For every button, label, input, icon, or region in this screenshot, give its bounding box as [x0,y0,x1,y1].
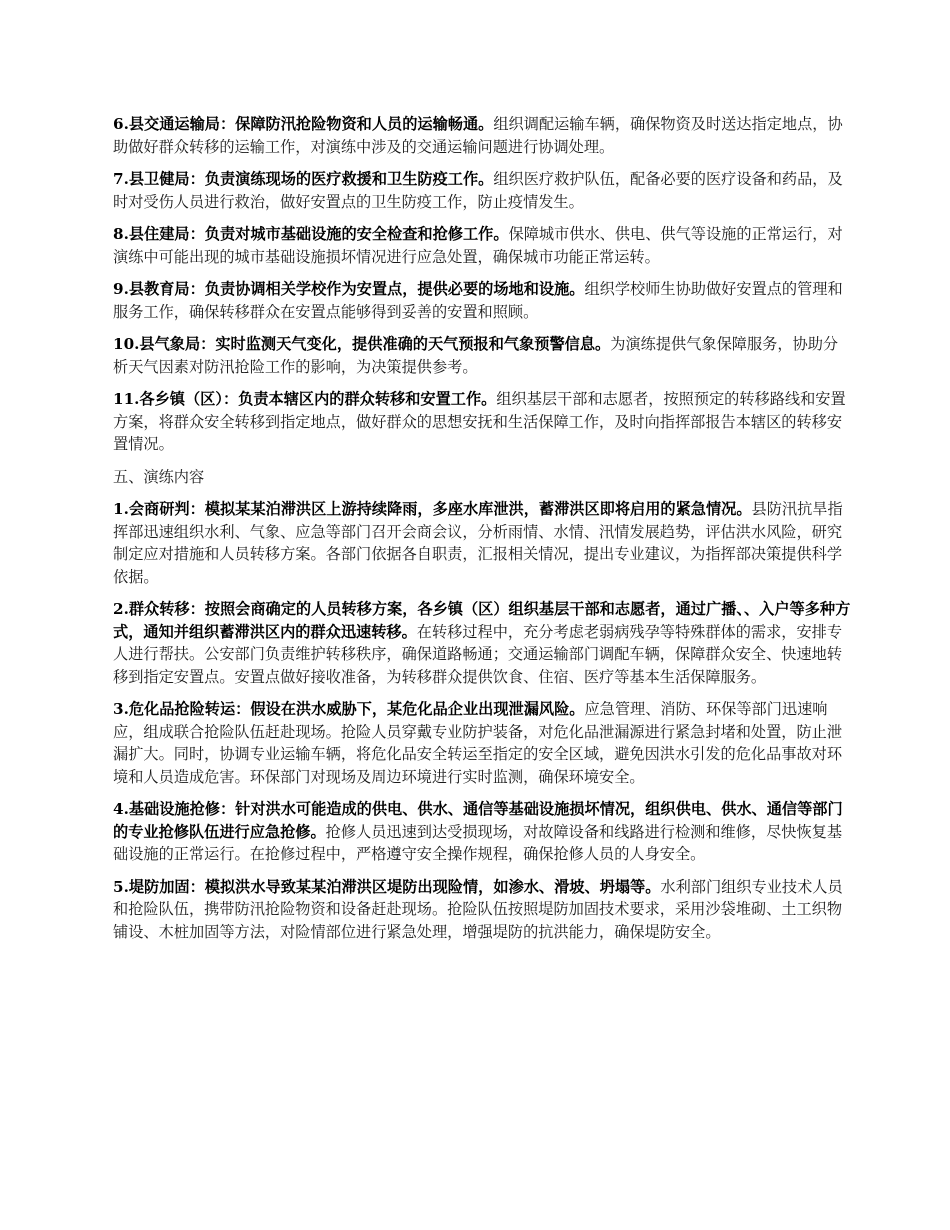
drill-item-lead: 2.群众转移：按照会商确定的人员转移方案，各乡镇（区）组织基层干部和志愿者，通过广播、、入户等多种方式，通知并组织蓄滞洪区内的群众迅速转移。 [113,600,851,641]
dept-item-body: 组织基层干部和志愿者，按照预定的转移路线和安置方案，将群众安全转移到指定地点，做好群众的思想安抚和生活保障工作，及时向指挥部报告本辖区的转移安置情况。 [113,390,846,453]
document-body [113,113,853,953]
drill-item-3 [113,698,853,788]
dept-item-lead: 9.县教育局：负责协调相关学校作为安置点，提供必要的场地和设施。 [113,280,585,298]
drill-item-body: 水利部门组织专业技术人员和抢险队伍，携带防汛抢险物资和设备赶赴现场。抢险队伍按照堤防加固技术要求，采用沙袋堆砌、土工织物铺设、木桩加固等方法，对险情部位进行紧急处理，增强堤防的抗洪能力，确保堤防安全。 [113,877,843,941]
dept-item-lead: 10.县气象局：实时监测天气变化，提供准确的天气预报和气象预警信息。 [113,335,611,353]
dept-item-body: 保障城市供水、供电、供气等设施的正常运行，对演练中可能出现的城市基础设施损坏情况进行应急处置，确保城市功能正常运转。 [113,225,843,266]
dept-item-body: 为演练提供气象保障服务，协助分析天气因素对防汛抢险工作的影响，为决策提供参考。 [113,335,839,376]
drill-item-body: 应急管理、消防、环保等部门迅速响应，组成联合抢险队伍赶赴现场。抢险人员穿戴专业防护装备，对危化品泄漏源进行紧急封堵和处置，防止泄漏扩大。同时，协调专业运输车辆，将危化品安全转运至指定的安全区域，避免因洪水引发的危化品事故对环境和人员造成危害。环保部门对现场及周边环境进行实时监测，确保环境安全。 [113,700,842,786]
dept-item-lead: 8.县住建局：负责对城市基础设施的安全检查和抢修工作。 [113,225,509,243]
drill-item-body: 县防汛抗旱指挥部迅速组织水利、气象、应急等部门召开会商会议，分析雨情、水情、汛情发展趋势，评估洪水风险，研究制定应对措施和人员转移方案。各部门依据各自职责，汇报相关情况，提出专业建议，为指挥部决策提供科学依据。 [113,500,843,586]
dept-item-10 [113,333,853,378]
drill-item-2 [113,598,853,688]
drill-item-body: 抢修人员迅速到达受损现场，对故障设备和线路进行检测和维修，尽快恢复基础设施的正常运行。在抢修过程中，严格遵守安全操作规程，确保抢修人员的人身安全。 [113,822,842,863]
dept-item-lead: 6.县交通运输局：保障防汛抢险物资和人员的运输畅通。 [113,115,494,133]
dept-item-lead: 11.各乡镇（区）：负责本辖区内的群众转移和安置工作。 [113,390,497,408]
dept-item-body: 组织医疗救护队伍，配备必要的医疗设备和药品，及时对受伤人员进行救治，做好安置点的卫生防疫工作，防止疫情发生。 [113,170,843,211]
dept-item-body: 组织调配运输车辆，确保物资及时送达指定地点，协助做好群众转移的运输工作，对演练中涉及的交通运输问题进行协调处理。 [113,115,843,156]
drill-item-5 [113,876,853,944]
dept-item-11 [113,388,853,456]
drill-item-lead: 5.堤防加固：模拟洪水导致某某泊滞洪区堤防出现险情，如渗水、滑坡、坍塌等。 [113,877,661,896]
section-heading: 五、演练内容 [113,467,205,486]
drill-item-4 [113,798,853,866]
drill-item-body: 在转移过程中，充分考虑老弱病残孕等特殊群体的需求，安排专人进行帮扶。公安部门负责维护转移秩序，确保道路畅通；交通运输部门调配车辆，保障群众安全、快速地转移到指定安置点。安置点做好接收准备，为转移群众提供饮食、住宿、医疗等基本生活保障服务。 [113,622,842,686]
drill-item-lead: 1.会商研判：模拟某某泊滞洪区上游持续降雨，多座水库泄洪，蓄滞洪区即将启用的紧急情况。 [113,500,752,518]
dept-item-7 [113,168,853,213]
dept-item-9 [113,278,853,323]
dept-item-lead: 7.县卫健局：负责演练现场的医疗救援和卫生防疫工作。 [113,170,494,188]
dept-item-8 [113,223,853,268]
dept-item-body: 组织学校师生协助做好安置点的管理和服务工作，确保转移群众在安置点能够得到妥善的安置和照顾。 [113,280,843,321]
drill-item-1 [113,498,853,588]
drill-item-lead: 3.危化品抢险转运：假设在洪水威胁下，某危化品企业出现泄漏风险。 [113,700,585,718]
dept-item-6 [113,113,853,158]
drill-item-lead: 4.基础设施抢修：针对洪水可能造成的供电、供水、通信等基础设施损坏情况，组织供电、供水、通信等部门的专业抢修队伍进行应急抢修。 [113,800,843,841]
